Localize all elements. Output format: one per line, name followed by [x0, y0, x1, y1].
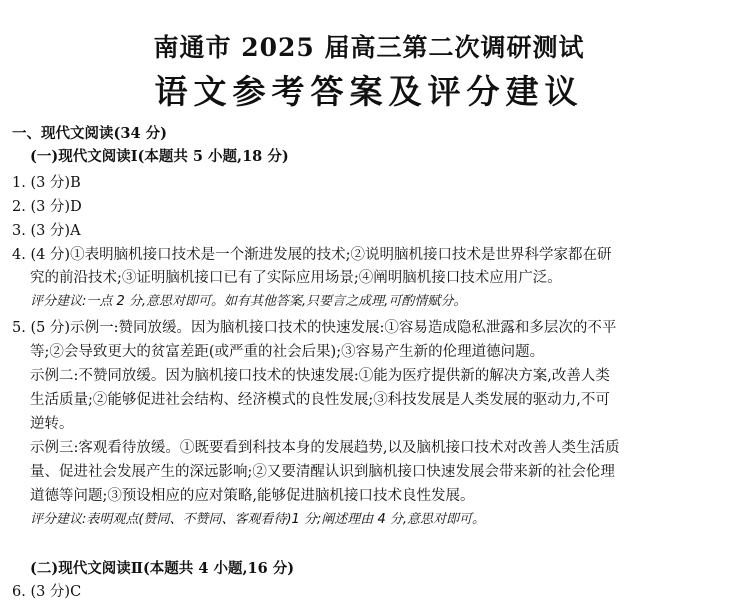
- subsection-heading: (一)现代文阅读Ⅰ(本题共 5 小题,18 分): [30, 148, 289, 165]
- answer-line: 究的前沿技术;③证明脑机接口已有了实际应用场景;④阐明脑机接口技术应用广泛。: [30, 270, 562, 286]
- answer-line: 6. (3 分)C: [12, 584, 82, 600]
- answer-line: 2. (3 分)D: [12, 199, 82, 215]
- section-heading: 一、现代文阅读(34 分): [12, 125, 167, 142]
- answer-line: 示例三:客观看待放缓。①既要看到科技本身的发展趋势,以及脑机接口技术对改善人类生活质: [30, 440, 620, 456]
- answer-line: 4. (4 分)①表明脑机接口技术是一个渐进发展的技术;②说明脑机接口技术是世界科学家都在研: [12, 247, 612, 263]
- answer-line: 3. (3 分)A: [12, 223, 81, 239]
- answer-line: 5. (5 分)示例一:赞同放缓。因为脑机接口技术的快速发展:①容易造成隐私泄露和多层次的不平: [12, 320, 617, 336]
- answer-line: 量、促进社会发展产生的深远影响;②又要清醒认识到脑机接口快速发展会带来新的社会伦理: [30, 464, 615, 480]
- answer-line: 逆转。: [30, 416, 74, 432]
- answer-line: 示例二:不赞同放缓。因为脑机接口技术的快速发展:①能为医疗提供新的解决方案,改善人类: [30, 368, 610, 384]
- answer-line: 生活质量;②能够促进社会结构、经济模式的良性发展;③科技发展是人类发展的驱动力,不可: [30, 392, 610, 408]
- answer-line: 1. (3 分)B: [12, 175, 81, 191]
- answer-line: 道德等问题;③预设相应的应对策略,能够促进脑机接口技术良性发展。: [30, 488, 475, 504]
- answer-line: 等;②会导致更大的贫富差距(或严重的社会后果);③容易产生新的伦理道德问题。: [30, 344, 545, 360]
- exam-title: 南通市 2025 届高三第二次调研测试: [153, 33, 585, 62]
- scoring-note: 评分建议:表明观点(赞同、不赞同、客观看待)1 分;阐述理由 4 分,意思对即可。: [30, 512, 485, 527]
- answer-key-title: 语文参考答案及评分建议: [154, 72, 584, 111]
- subsection-heading: (二)现代文阅读Ⅱ(本题共 4 小题,16 分): [30, 560, 295, 577]
- scoring-note: 评分建议:一点 2 分,意思对即可。如有其他答案,只要言之成理,可酌情赋分。: [30, 294, 467, 309]
